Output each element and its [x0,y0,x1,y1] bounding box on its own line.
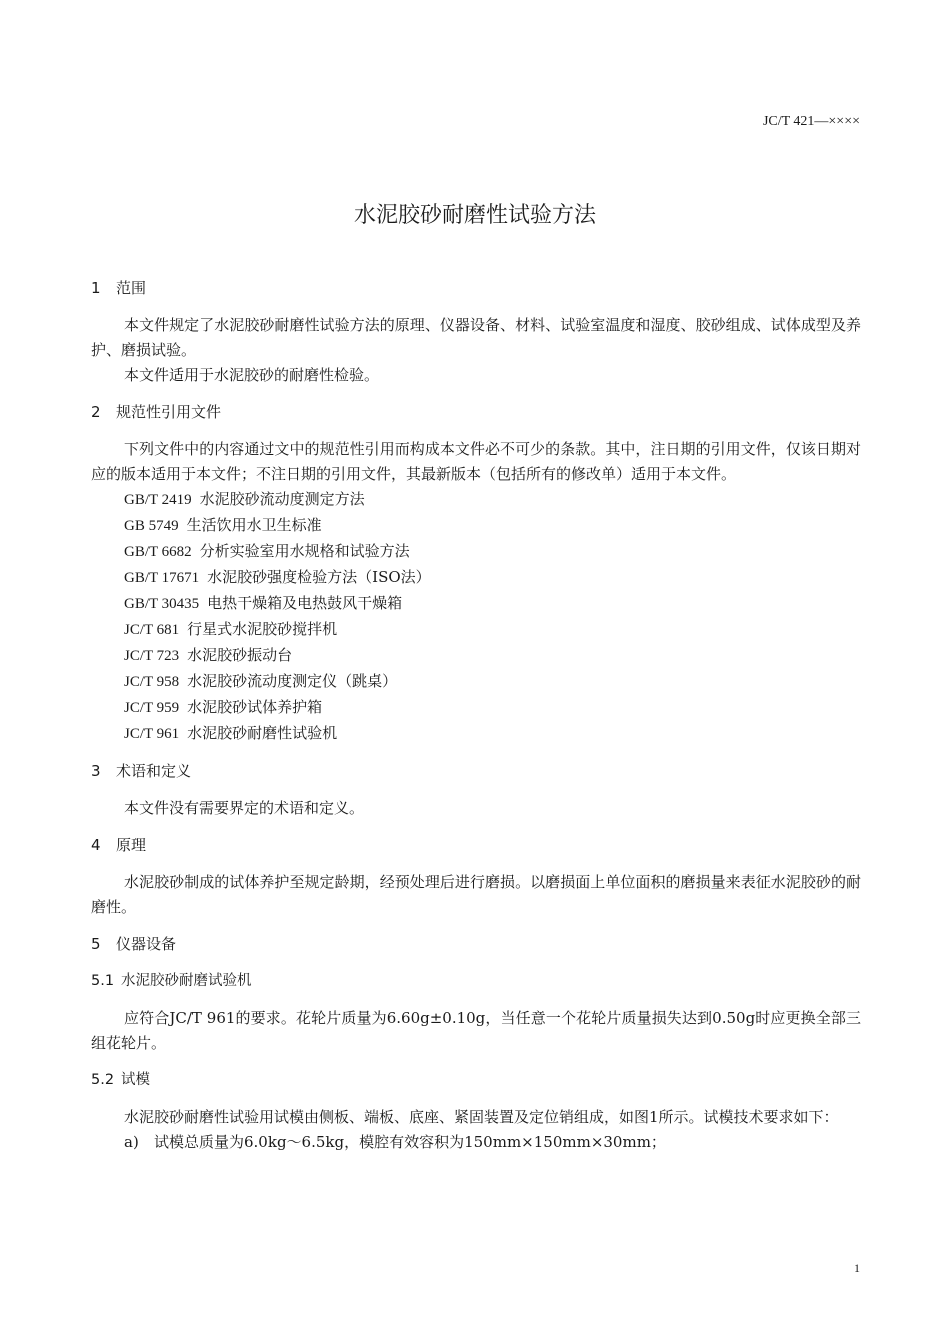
subsection-heading-5-2: 5.2 试模 [91,1072,150,1088]
document-body [91,276,861,1155]
reference-item: JC/T 681 行星式水泥胶砂搅拌机 [124,620,338,638]
document-title: 水泥胶砂耐磨性试验方法 [353,203,596,228]
reference-item: GB/T 6682 分析实验室用水规格和试验方法 [124,542,410,560]
reference-item: GB/T 2419 水泥胶砂流动度测定方法 [124,490,365,508]
section-heading-4: 4 原理 [91,836,147,854]
paragraph: 应符合JC/T 961的要求。花轮片质量为6.60g±0.10g，当任意一个花轮片质量损失达到0.50g时应更换全部三组花轮片。 [91,1009,861,1052]
paragraph: 本文件没有需要界定的术语和定义。 [124,799,365,817]
paragraph: 本文件适用于水泥胶砂的耐磨性检验。 [124,366,380,384]
reference-item: GB/T 17671 水泥胶砂强度检验方法（ISO法） [124,568,431,586]
reference-item: JC/T 958 水泥胶砂流动度测定仪（跳桌） [124,672,398,690]
reference-item: JC/T 723 水泥胶砂振动台 [124,646,293,664]
paragraph: 下列文件中的内容通过文中的规范性引用而构成本文件必不可少的条款。其中，注日期的引用文件，仅该日期对应的版本适用于本文件；不注日期的引用文件，其最新版本（包括所有的修改单）适用于本文件。 [91,440,861,483]
paragraph: 本文件规定了水泥胶砂耐磨性试验方法的原理、仪器设备、材料、试验室温度和湿度、胶砂组成、试体成型及养护、磨损试验。 [91,316,861,359]
reference-item: JC/T 959 水泥胶砂试体养护箱 [124,698,323,716]
section-heading-2: 2 规范性引用文件 [91,403,222,421]
page-number: 1 [854,1261,860,1275]
section-heading-1: 1 范围 [91,279,147,297]
paragraph: 水泥胶砂耐磨性试验用试模由侧板、端板、底座、紧固装置及定位销组成，如图1所示。试模技术要求如下： [124,1108,839,1126]
section-heading-5: 5 仪器设备 [91,935,177,953]
reference-item: GB 5749 生活饮用水卫生标准 [124,516,322,534]
list-item: a) 试模总质量为6.0kg～6.5kg，模腔有效容积为150mm×150mm×30mm； [124,1133,666,1151]
subsection-heading-5-1: 5.1 水泥胶砂耐磨试验机 [91,973,252,989]
reference-item: GB/T 30435 电热干燥箱及电热鼓风干燥箱 [124,594,403,612]
standard-number: JC/T 421—×××× [762,114,860,129]
reference-item: JC/T 961 水泥胶砂耐磨性试验机 [124,724,338,742]
paragraph: 水泥胶砂制成的试体养护至规定龄期，经预处理后进行磨损。以磨损面上单位面积的磨损量来表征水泥胶砂的耐磨性。 [91,873,861,916]
section-heading-3: 3 术语和定义 [91,762,192,780]
